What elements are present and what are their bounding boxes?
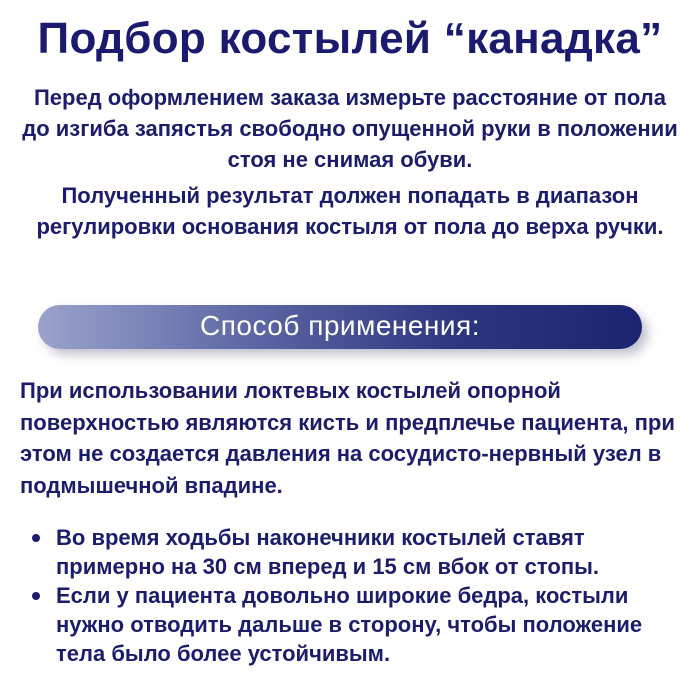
section-heading: Способ применения: [200, 310, 480, 341]
bullet-text: Во время ходьбы наконечники костылей ставят примерно на 30 см вперед и 15 см вбок от стопы. [56, 525, 600, 579]
list-item [20, 523, 685, 581]
usage-bullet-list [20, 523, 685, 668]
bullet-text: Если у пациента довольно широкие бедра, костыли нужно отводить дальше в сторону, чтобы положение тела было более устойчивым. [56, 583, 643, 666]
intro-paragraph-range: Полученный результат должен попадать в диапазон регулировки основания костыля от пола до верха ручки. [36, 183, 664, 239]
intro-paragraph-measure: Перед оформлением заказа измерьте расстояние от пола до изгиба запястья свободно опущенной руки в положении стоя не снимая обуви. [22, 85, 678, 172]
list-item [20, 581, 685, 668]
section-heading-banner [38, 305, 642, 349]
page-title: Подбор костылей “канадка” [37, 14, 663, 63]
bullet-icon [32, 534, 40, 542]
bullet-icon [32, 592, 40, 600]
usage-paragraph: При использовании локтевых костылей опорной поверхностью являются кисть и предплечье пациента, при этом не создается давления на сосудисто-нервный узел в подмышечной впадине. [20, 378, 675, 498]
